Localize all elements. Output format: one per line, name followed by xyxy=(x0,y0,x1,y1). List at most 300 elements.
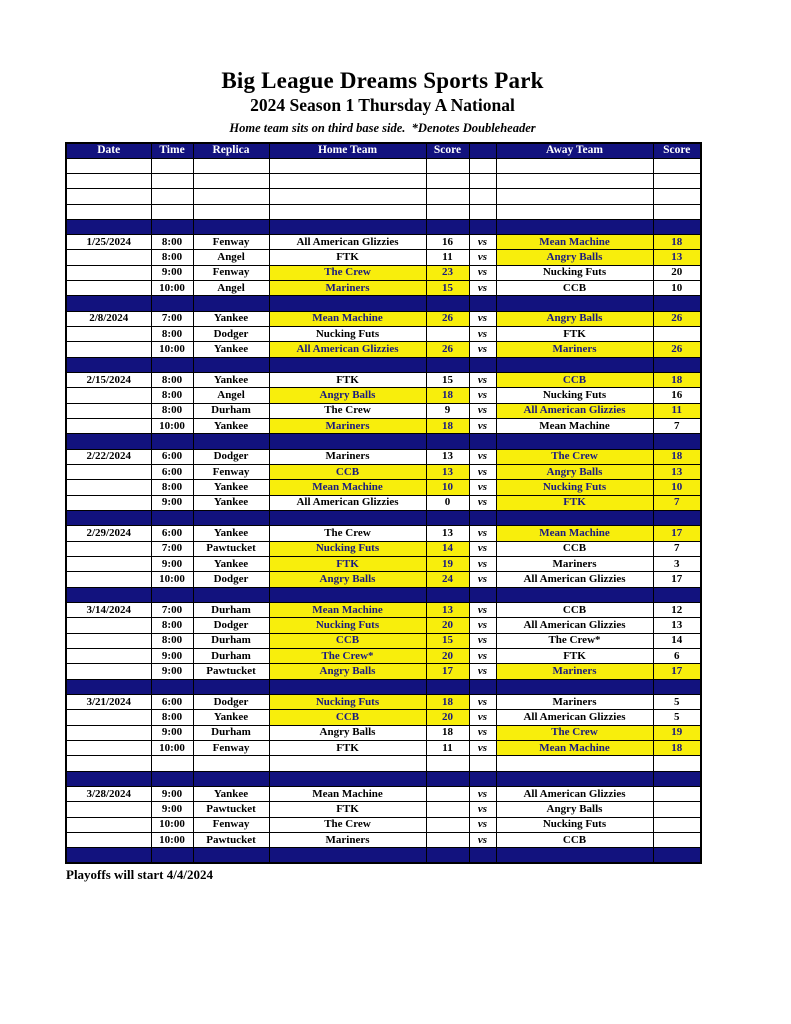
game-row xyxy=(66,480,701,495)
away-score-cell: 18 xyxy=(653,235,701,250)
empty-cell xyxy=(66,756,151,771)
separator-cell xyxy=(496,296,653,311)
away-team-cell: The Crew xyxy=(496,725,653,740)
empty-cell xyxy=(66,158,151,173)
game-row xyxy=(66,419,701,434)
game-row xyxy=(66,603,701,618)
separator-cell xyxy=(193,296,269,311)
empty-row xyxy=(66,173,701,188)
home-team-cell: CCB xyxy=(269,465,426,480)
separator-cell xyxy=(653,219,701,234)
vs-cell: vs xyxy=(469,480,496,495)
separator-cell xyxy=(151,296,193,311)
away-team-cell: The Crew* xyxy=(496,633,653,648)
away-team-cell: CCB xyxy=(496,541,653,556)
away-score-cell: 13 xyxy=(653,618,701,633)
time-cell: 9:00 xyxy=(151,664,193,679)
separator-row xyxy=(66,848,701,863)
replica-cell: Yankee xyxy=(193,557,269,572)
separator-cell xyxy=(469,219,496,234)
empty-cell xyxy=(151,173,193,188)
separator-cell xyxy=(66,357,151,372)
header-row xyxy=(66,143,701,158)
away-team-cell: Nucking Futs xyxy=(496,817,653,832)
empty-cell xyxy=(151,204,193,219)
away-team-cell: Mariners xyxy=(496,557,653,572)
empty-cell xyxy=(269,189,426,204)
separator-cell xyxy=(496,848,653,863)
game-row xyxy=(66,832,701,847)
vs-cell: vs xyxy=(469,265,496,280)
home-team-cell: The Crew xyxy=(269,817,426,832)
empty-cell xyxy=(653,756,701,771)
vs-cell: vs xyxy=(469,281,496,296)
separator-cell xyxy=(193,848,269,863)
empty-cell xyxy=(151,189,193,204)
vs-cell: vs xyxy=(469,618,496,633)
separator-cell xyxy=(426,587,469,602)
time-cell: 8:00 xyxy=(151,480,193,495)
replica-cell: Fenway xyxy=(193,740,269,755)
separator-cell xyxy=(426,296,469,311)
date-cell xyxy=(66,495,151,510)
away-score-cell: 5 xyxy=(653,695,701,710)
home-team-cell: FTK xyxy=(269,557,426,572)
away-team-cell: CCB xyxy=(496,832,653,847)
separator-cell xyxy=(151,219,193,234)
away-score-cell: 6 xyxy=(653,649,701,664)
empty-cell xyxy=(66,204,151,219)
away-team-cell: Mean Machine xyxy=(496,526,653,541)
away-score-cell: 7 xyxy=(653,541,701,556)
separator-cell xyxy=(469,434,496,449)
separator-row xyxy=(66,219,701,234)
vs-cell: vs xyxy=(469,495,496,510)
time-cell: 9:00 xyxy=(151,786,193,801)
date-cell xyxy=(66,618,151,633)
home-team-cell: Mean Machine xyxy=(269,311,426,326)
replica-cell: Fenway xyxy=(193,235,269,250)
separator-cell xyxy=(653,679,701,694)
time-cell: 10:00 xyxy=(151,419,193,434)
game-row xyxy=(66,449,701,464)
away-score-cell: 7 xyxy=(653,495,701,510)
time-cell: 6:00 xyxy=(151,526,193,541)
empty-cell xyxy=(653,158,701,173)
home-score-cell: 11 xyxy=(426,250,469,265)
date-cell: 2/29/2024 xyxy=(66,526,151,541)
home-team-cell: Mariners xyxy=(269,449,426,464)
schedule-table xyxy=(65,142,702,864)
column-header-vs xyxy=(469,143,496,158)
home-team-cell: Angry Balls xyxy=(269,725,426,740)
vs-cell: vs xyxy=(469,388,496,403)
away-score-cell xyxy=(653,832,701,847)
home-team-note: Home team sits on third base side. *Denotes Doubleheader xyxy=(229,120,536,135)
separator-cell xyxy=(269,679,426,694)
time-cell: 9:00 xyxy=(151,557,193,572)
home-team-cell: Mean Machine xyxy=(269,603,426,618)
separator-row xyxy=(66,771,701,786)
empty-cell xyxy=(193,756,269,771)
empty-cell xyxy=(426,189,469,204)
vs-cell: vs xyxy=(469,465,496,480)
game-row xyxy=(66,373,701,388)
replica-cell: Yankee xyxy=(193,710,269,725)
time-cell: 10:00 xyxy=(151,281,193,296)
home-score-cell: 15 xyxy=(426,633,469,648)
separator-cell xyxy=(66,219,151,234)
separator-cell xyxy=(269,848,426,863)
away-score-cell: 17 xyxy=(653,664,701,679)
vs-cell: vs xyxy=(469,725,496,740)
away-score-cell xyxy=(653,327,701,342)
home-score-cell: 19 xyxy=(426,557,469,572)
time-cell: 9:00 xyxy=(151,725,193,740)
away-score-cell xyxy=(653,786,701,801)
separator-cell xyxy=(193,357,269,372)
separator-cell xyxy=(496,511,653,526)
away-score-cell: 7 xyxy=(653,419,701,434)
away-team-cell: Mean Machine xyxy=(496,419,653,434)
date-cell xyxy=(66,557,151,572)
empty-row xyxy=(66,204,701,219)
time-cell: 10:00 xyxy=(151,342,193,357)
separator-cell xyxy=(66,511,151,526)
away-score-cell: 18 xyxy=(653,373,701,388)
replica-cell: Dodger xyxy=(193,449,269,464)
away-team-cell: Mariners xyxy=(496,695,653,710)
home-score-cell: 18 xyxy=(426,388,469,403)
replica-cell: Fenway xyxy=(193,465,269,480)
date-cell: 3/28/2024 xyxy=(66,786,151,801)
time-cell: 6:00 xyxy=(151,449,193,464)
page-title: Big League Dreams Sports Park xyxy=(221,68,544,93)
empty-cell xyxy=(269,204,426,219)
schedule-table-body xyxy=(66,158,701,863)
time-cell: 10:00 xyxy=(151,817,193,832)
away-score-cell: 11 xyxy=(653,403,701,418)
date-cell xyxy=(66,541,151,556)
game-row xyxy=(66,465,701,480)
separator-cell xyxy=(469,296,496,311)
vs-cell: vs xyxy=(469,603,496,618)
separator-cell xyxy=(469,511,496,526)
away-score-cell: 18 xyxy=(653,449,701,464)
separator-cell xyxy=(426,771,469,786)
away-score-cell: 19 xyxy=(653,725,701,740)
empty-row xyxy=(66,158,701,173)
away-team-cell: All American Glizzies xyxy=(496,786,653,801)
time-cell: 7:00 xyxy=(151,541,193,556)
game-row xyxy=(66,572,701,587)
home-score-cell: 14 xyxy=(426,541,469,556)
game-row xyxy=(66,250,701,265)
time-cell: 10:00 xyxy=(151,572,193,587)
away-team-cell: Angry Balls xyxy=(496,465,653,480)
playoffs-note: Playoffs will start 4/4/2024 xyxy=(66,867,213,883)
vs-cell: vs xyxy=(469,327,496,342)
game-row xyxy=(66,342,701,357)
replica-cell: Dodger xyxy=(193,695,269,710)
away-team-cell: FTK xyxy=(496,649,653,664)
game-row xyxy=(66,557,701,572)
game-row xyxy=(66,649,701,664)
game-row xyxy=(66,235,701,250)
home-score-cell xyxy=(426,802,469,817)
separator-cell xyxy=(269,434,426,449)
time-cell: 6:00 xyxy=(151,465,193,480)
replica-cell: Durham xyxy=(193,633,269,648)
empty-cell xyxy=(496,756,653,771)
empty-cell xyxy=(193,189,269,204)
away-score-cell: 17 xyxy=(653,572,701,587)
away-team-cell: All American Glizzies xyxy=(496,403,653,418)
home-score-cell: 9 xyxy=(426,403,469,418)
away-score-cell: 26 xyxy=(653,342,701,357)
away-team-cell: All American Glizzies xyxy=(496,710,653,725)
replica-cell: Durham xyxy=(193,649,269,664)
away-team-cell: Mean Machine xyxy=(496,740,653,755)
time-cell: 9:00 xyxy=(151,495,193,510)
game-row xyxy=(66,311,701,326)
separator-row xyxy=(66,511,701,526)
home-score-cell: 16 xyxy=(426,235,469,250)
separator-cell xyxy=(269,219,426,234)
vs-cell: vs xyxy=(469,786,496,801)
empty-cell xyxy=(469,173,496,188)
game-row xyxy=(66,725,701,740)
replica-cell: Fenway xyxy=(193,817,269,832)
away-score-cell: 18 xyxy=(653,740,701,755)
separator-cell xyxy=(269,296,426,311)
vs-cell: vs xyxy=(469,311,496,326)
empty-cell xyxy=(653,173,701,188)
home-team-cell: The Crew xyxy=(269,526,426,541)
date-cell: 2/15/2024 xyxy=(66,373,151,388)
separator-cell xyxy=(426,679,469,694)
home-team-cell: All American Glizzies xyxy=(269,235,426,250)
separator-cell xyxy=(66,679,151,694)
vs-cell: vs xyxy=(469,572,496,587)
separator-cell xyxy=(193,771,269,786)
empty-cell xyxy=(193,204,269,219)
game-row xyxy=(66,618,701,633)
separator-cell xyxy=(653,434,701,449)
home-score-cell: 20 xyxy=(426,649,469,664)
away-team-cell: Nucking Futs xyxy=(496,388,653,403)
away-score-cell: 5 xyxy=(653,710,701,725)
home-team-cell: All American Glizzies xyxy=(269,495,426,510)
separator-cell xyxy=(193,434,269,449)
vs-cell: vs xyxy=(469,342,496,357)
separator-cell xyxy=(496,357,653,372)
home-score-cell: 13 xyxy=(426,603,469,618)
separator-row xyxy=(66,587,701,602)
date-cell: 3/14/2024 xyxy=(66,603,151,618)
home-team-cell: FTK xyxy=(269,740,426,755)
home-score-cell: 15 xyxy=(426,281,469,296)
separator-cell xyxy=(151,434,193,449)
column-header-away-score: Score xyxy=(653,143,701,158)
separator-cell xyxy=(469,587,496,602)
home-team-cell: FTK xyxy=(269,373,426,388)
separator-cell xyxy=(653,511,701,526)
away-team-cell: CCB xyxy=(496,281,653,296)
game-row xyxy=(66,265,701,280)
home-team-cell: FTK xyxy=(269,250,426,265)
away-score-cell: 17 xyxy=(653,526,701,541)
separator-cell xyxy=(653,296,701,311)
separator-cell xyxy=(269,357,426,372)
empty-cell xyxy=(496,189,653,204)
replica-cell: Fenway xyxy=(193,265,269,280)
away-score-cell: 16 xyxy=(653,388,701,403)
away-score-cell: 26 xyxy=(653,311,701,326)
separator-cell xyxy=(193,679,269,694)
date-cell xyxy=(66,710,151,725)
replica-cell: Angel xyxy=(193,281,269,296)
home-team-cell: FTK xyxy=(269,802,426,817)
home-score-cell: 23 xyxy=(426,265,469,280)
home-team-cell: Angry Balls xyxy=(269,388,426,403)
replica-cell: Pawtucket xyxy=(193,832,269,847)
separator-cell xyxy=(496,219,653,234)
empty-row xyxy=(66,189,701,204)
home-score-cell xyxy=(426,817,469,832)
separator-cell xyxy=(496,679,653,694)
empty-cell xyxy=(193,158,269,173)
replica-cell: Dodger xyxy=(193,572,269,587)
vs-cell: vs xyxy=(469,633,496,648)
home-team-cell: The Crew xyxy=(269,403,426,418)
away-team-cell: FTK xyxy=(496,495,653,510)
away-score-cell: 13 xyxy=(653,465,701,480)
empty-cell xyxy=(66,189,151,204)
empty-cell xyxy=(653,189,701,204)
home-team-cell: Angry Balls xyxy=(269,664,426,679)
game-row xyxy=(66,495,701,510)
away-team-cell: Angry Balls xyxy=(496,802,653,817)
empty-cell xyxy=(653,204,701,219)
empty-cell xyxy=(469,158,496,173)
date-cell xyxy=(66,419,151,434)
away-score-cell: 20 xyxy=(653,265,701,280)
column-header-date: Date xyxy=(66,143,151,158)
away-team-cell: All American Glizzies xyxy=(496,572,653,587)
empty-row xyxy=(66,756,701,771)
separator-cell xyxy=(426,434,469,449)
date-cell xyxy=(66,633,151,648)
date-cell xyxy=(66,265,151,280)
vs-cell: vs xyxy=(469,664,496,679)
replica-cell: Yankee xyxy=(193,526,269,541)
replica-cell: Angel xyxy=(193,388,269,403)
empty-cell xyxy=(193,173,269,188)
game-row xyxy=(66,817,701,832)
time-cell: 8:00 xyxy=(151,327,193,342)
replica-cell: Durham xyxy=(193,403,269,418)
replica-cell: Dodger xyxy=(193,327,269,342)
separator-cell xyxy=(653,771,701,786)
vs-cell: vs xyxy=(469,802,496,817)
date-cell xyxy=(66,817,151,832)
replica-cell: Yankee xyxy=(193,786,269,801)
time-cell: 9:00 xyxy=(151,649,193,664)
home-team-cell: Mariners xyxy=(269,832,426,847)
home-score-cell: 18 xyxy=(426,419,469,434)
game-row xyxy=(66,710,701,725)
time-cell: 8:00 xyxy=(151,388,193,403)
away-team-cell: Angry Balls xyxy=(496,311,653,326)
separator-cell xyxy=(66,587,151,602)
home-team-cell: CCB xyxy=(269,633,426,648)
column-header-replica: Replica xyxy=(193,143,269,158)
separator-cell xyxy=(426,357,469,372)
empty-cell xyxy=(269,158,426,173)
vs-cell: vs xyxy=(469,710,496,725)
vs-cell: vs xyxy=(469,373,496,388)
away-score-cell xyxy=(653,817,701,832)
separator-cell xyxy=(151,587,193,602)
away-team-cell: CCB xyxy=(496,373,653,388)
time-cell: 9:00 xyxy=(151,265,193,280)
replica-cell: Pawtucket xyxy=(193,541,269,556)
date-cell xyxy=(66,327,151,342)
empty-cell xyxy=(426,158,469,173)
empty-cell xyxy=(496,173,653,188)
empty-cell xyxy=(269,173,426,188)
empty-cell xyxy=(269,756,426,771)
vs-cell: vs xyxy=(469,740,496,755)
home-score-cell: 18 xyxy=(426,725,469,740)
date-cell: 2/8/2024 xyxy=(66,311,151,326)
vs-cell: vs xyxy=(469,649,496,664)
date-cell xyxy=(66,403,151,418)
home-score-cell: 15 xyxy=(426,373,469,388)
time-cell: 8:00 xyxy=(151,618,193,633)
away-team-cell: Mariners xyxy=(496,664,653,679)
date-cell xyxy=(66,342,151,357)
replica-cell: Yankee xyxy=(193,373,269,388)
date-cell xyxy=(66,832,151,847)
home-score-cell: 11 xyxy=(426,740,469,755)
replica-cell: Durham xyxy=(193,603,269,618)
separator-cell xyxy=(193,219,269,234)
time-cell: 8:00 xyxy=(151,633,193,648)
home-team-cell: The Crew* xyxy=(269,649,426,664)
home-team-cell: Nucking Futs xyxy=(269,618,426,633)
vs-cell: vs xyxy=(469,403,496,418)
away-score-cell: 12 xyxy=(653,603,701,618)
date-cell xyxy=(66,725,151,740)
separator-cell xyxy=(426,848,469,863)
replica-cell: Angel xyxy=(193,250,269,265)
home-score-cell: 26 xyxy=(426,342,469,357)
replica-cell: Yankee xyxy=(193,419,269,434)
separator-cell xyxy=(66,771,151,786)
game-row xyxy=(66,281,701,296)
empty-cell xyxy=(469,189,496,204)
replica-cell: Durham xyxy=(193,725,269,740)
game-row xyxy=(66,633,701,648)
separator-cell xyxy=(151,771,193,786)
vs-cell: vs xyxy=(469,449,496,464)
date-cell xyxy=(66,281,151,296)
time-cell: 8:00 xyxy=(151,235,193,250)
home-score-cell: 20 xyxy=(426,618,469,633)
game-row xyxy=(66,327,701,342)
